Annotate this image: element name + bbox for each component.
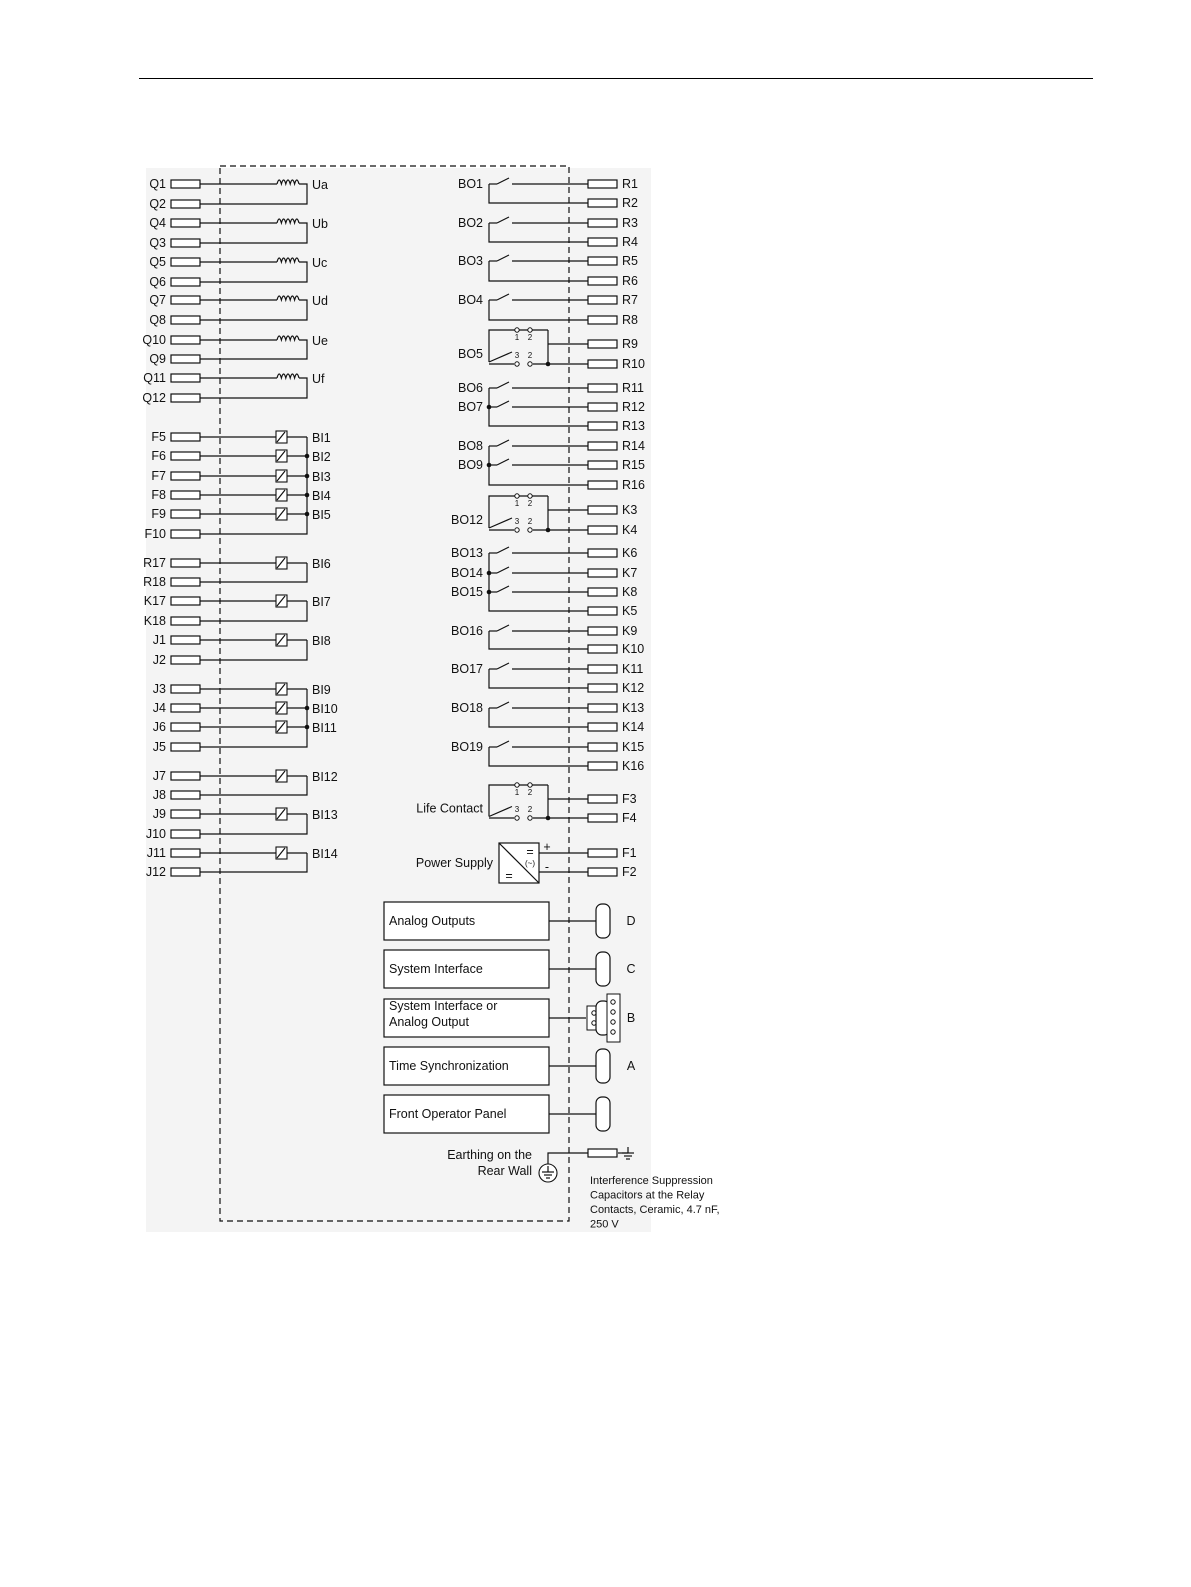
binary-output-label: BO1 (457, 177, 483, 191)
terminal-label: R2 (622, 196, 638, 210)
input-terminal (171, 772, 200, 780)
binary-output-label: BO15 (451, 585, 483, 599)
terminal-label: Q2 (149, 197, 166, 211)
interface-port (596, 1097, 610, 1131)
binary-output-label: BO17 (451, 662, 483, 676)
pin-circle (515, 783, 519, 787)
binary-output-label: BO14 (451, 566, 483, 580)
dc-symbol: = (505, 869, 513, 883)
binary-output-label: BO7 (457, 400, 483, 414)
binary-output-label: BO13 (451, 546, 483, 560)
terminal-label: J9 (152, 807, 166, 821)
terminal-label: Q12 (142, 391, 166, 405)
terminal-label: Q3 (149, 236, 166, 250)
input-terminal (171, 578, 200, 586)
binary-output-label: BO12 (451, 513, 483, 527)
pin-number: 2 (527, 333, 533, 342)
interface-label: Front Operator Panel (389, 1107, 507, 1121)
terminal-label: Q6 (149, 275, 166, 289)
binary-output-label: BO4 (457, 293, 483, 307)
terminal-label: J4 (152, 701, 166, 715)
pin-number: 2 (527, 805, 533, 814)
binary-output-label: BO5 (457, 347, 483, 361)
voltage-terminal (171, 355, 200, 363)
terminal-label: K15 (622, 740, 645, 754)
terminal-label: Q1 (149, 177, 166, 191)
suppression-note: 250 V (590, 1218, 619, 1231)
terminal-label: J8 (152, 788, 166, 802)
transformer-label: Ud (312, 294, 328, 308)
pin-circle (515, 328, 519, 332)
terminal-label: J12 (145, 865, 166, 879)
voltage-terminal (171, 180, 200, 188)
terminal-label: K18 (143, 614, 166, 628)
terminal-label: K9 (622, 624, 638, 638)
input-terminal (171, 810, 200, 818)
pin-number: 2 (527, 499, 533, 508)
interface-port (596, 952, 610, 986)
output-terminal (588, 743, 617, 751)
input-terminal (171, 830, 200, 838)
input-terminal (171, 685, 200, 693)
terminal-label: K8 (622, 585, 638, 599)
pin-circle (515, 816, 519, 820)
power-terminal (588, 868, 617, 876)
output-terminal (588, 422, 617, 430)
input-terminal (171, 743, 200, 751)
binary-input-label: BI6 (312, 557, 331, 571)
output-terminal (588, 180, 617, 188)
pin-number: 1 (514, 499, 520, 508)
terminal-label: F3 (622, 792, 637, 806)
junction-dot (546, 528, 551, 533)
earthing-label: Earthing on the (447, 1148, 532, 1162)
terminal-label: J5 (152, 740, 166, 754)
binary-input-label: BI13 (312, 808, 338, 822)
interface-label: System Interface or (389, 999, 498, 1013)
terminal-label: K17 (143, 594, 166, 608)
terminal-label: R18 (143, 575, 166, 589)
interface-port (596, 904, 610, 938)
terminal-label: K5 (622, 604, 638, 618)
pin-number: 3 (514, 351, 520, 360)
pin-number: 1 (514, 788, 520, 797)
pin-number: 3 (514, 517, 520, 526)
terminal-label: R6 (622, 274, 638, 288)
terminal-label: R3 (622, 216, 638, 230)
terminal-label: Q5 (149, 255, 166, 269)
dc-symbol: = (526, 845, 534, 859)
suppression-note: Capacitors at the Relay (590, 1189, 705, 1202)
output-terminal (588, 627, 617, 635)
transformer-label: Uf (312, 372, 325, 386)
pin-circle (515, 362, 519, 366)
interface-label: Time Synchronization (389, 1059, 509, 1073)
transformer-label: Ue (312, 334, 328, 348)
terminal-label: R8 (622, 313, 638, 327)
terminal-label: F5 (151, 430, 166, 444)
interface-port (596, 1049, 610, 1083)
transformer-label: Ub (312, 217, 328, 231)
power-supply-label: Power Supply (415, 856, 493, 870)
terminal-label: F10 (144, 527, 166, 541)
terminal-label: K3 (622, 503, 638, 517)
input-terminal (171, 791, 200, 799)
terminal-label: R5 (622, 254, 638, 268)
input-terminal (171, 530, 200, 538)
interface-label: Analog Output (389, 1015, 469, 1029)
binary-output-label: BO3 (457, 254, 483, 268)
terminal-label: K16 (622, 759, 645, 773)
input-terminal (171, 849, 200, 857)
output-terminal (588, 481, 617, 489)
terminal-label: F2 (622, 865, 637, 879)
ac-symbol: (~) (525, 859, 535, 868)
output-terminal (588, 403, 617, 411)
terminal-label: R12 (622, 400, 645, 414)
terminal-label: F1 (622, 846, 637, 860)
suppression-note: Contacts, Ceramic, 4.7 nF, (590, 1204, 720, 1216)
output-terminal (588, 549, 617, 557)
terminal-label: J7 (152, 769, 166, 783)
terminal-label: K4 (622, 523, 638, 537)
terminal-label: K14 (622, 720, 645, 734)
output-terminal (588, 588, 617, 596)
output-terminal (588, 360, 617, 368)
pin-circle (528, 362, 532, 366)
transformer-label: Ua (312, 178, 328, 192)
output-terminal (588, 762, 617, 770)
terminal-label: R13 (622, 419, 645, 433)
output-terminal (588, 296, 617, 304)
pin-number: 3 (514, 805, 520, 814)
terminal-label: K6 (622, 546, 638, 560)
pin-circle (515, 494, 519, 498)
binary-input-label: BI10 (312, 702, 338, 716)
binary-output-label: BO16 (451, 624, 483, 638)
input-terminal (171, 472, 200, 480)
pin-circle (528, 783, 532, 787)
input-terminal (171, 510, 200, 518)
input-terminal (171, 617, 200, 625)
output-terminal (588, 340, 617, 348)
terminal-label: J3 (152, 682, 166, 696)
terminal-label: R11 (622, 381, 645, 395)
pin-number: 2 (527, 351, 533, 360)
binary-input-label: BI2 (312, 450, 331, 464)
terminal-label: F7 (151, 469, 166, 483)
binary-input-label: BI3 (312, 470, 331, 484)
terminal-label: R15 (622, 458, 645, 472)
terminal-label: K11 (622, 662, 644, 676)
input-terminal (171, 723, 200, 731)
voltage-terminal (171, 316, 200, 324)
output-terminal (588, 277, 617, 285)
pin-circle (611, 1030, 615, 1034)
terminal-label: F8 (151, 488, 166, 502)
terminal-label: K7 (622, 566, 638, 580)
terminal-label: F9 (151, 507, 166, 521)
earth-terminal (588, 1149, 617, 1157)
input-terminal (171, 704, 200, 712)
output-terminal (588, 795, 617, 803)
output-terminal (588, 506, 617, 514)
terminal-label: Q9 (149, 352, 166, 366)
binary-output-label: BO8 (457, 439, 483, 453)
pin-number: 2 (527, 788, 533, 797)
output-terminal (588, 814, 617, 822)
input-terminal (171, 452, 200, 460)
pin-number: 1 (514, 333, 520, 342)
output-terminal (588, 461, 617, 469)
port-letter: D (626, 914, 636, 928)
output-terminal (588, 607, 617, 615)
output-terminal (588, 316, 617, 324)
terminal-label: Q4 (149, 216, 166, 230)
terminal-label: J10 (145, 827, 166, 841)
output-terminal (588, 723, 617, 731)
terminal-label: R16 (622, 478, 645, 492)
input-terminal (171, 597, 200, 605)
pin-circle (528, 494, 532, 498)
input-terminal (171, 491, 200, 499)
output-terminal (588, 238, 617, 246)
binary-input-label: BI4 (312, 489, 331, 503)
voltage-terminal (171, 278, 200, 286)
voltage-terminal (171, 200, 200, 208)
terminal-label: J1 (152, 633, 166, 647)
input-terminal (171, 656, 200, 664)
binary-input-label: BI8 (312, 634, 331, 648)
voltage-terminal (171, 394, 200, 402)
earthing-label: Rear Wall (477, 1164, 532, 1178)
input-terminal (171, 433, 200, 441)
port-letter: C (626, 962, 636, 976)
junction-dot (546, 816, 551, 821)
binary-output-label: BO19 (451, 740, 483, 754)
pin-circle (611, 1020, 615, 1024)
binary-input-label: BI12 (312, 770, 338, 784)
port-letter: B (626, 1011, 636, 1025)
terminal-label: R10 (622, 357, 645, 371)
terminal-label: J11 (146, 846, 166, 860)
plus-sign: + (543, 840, 551, 854)
minus-sign: - (544, 860, 550, 874)
output-terminal (588, 684, 617, 692)
terminal-label: F6 (151, 449, 166, 463)
pin-number: 2 (527, 517, 533, 526)
terminal-label: J2 (152, 653, 166, 667)
terminal-label: Q11 (143, 371, 166, 385)
binary-input-label: BI1 (312, 431, 331, 445)
pin-circle (528, 328, 532, 332)
terminal-label: K10 (622, 642, 645, 656)
binary-input-label: BI7 (312, 595, 331, 609)
binary-input-label: BI5 (312, 508, 331, 522)
terminal-label: K13 (622, 701, 645, 715)
terminal-label: Q10 (142, 333, 166, 347)
terminal-label: Q7 (149, 293, 166, 307)
terminal-label: R4 (622, 235, 638, 249)
terminal-label: R17 (143, 556, 166, 570)
binary-output-label: BO18 (451, 701, 483, 715)
voltage-terminal (171, 296, 200, 304)
suppression-note: Interference Suppression (590, 1175, 713, 1187)
output-terminal (588, 704, 617, 712)
binary-output-label: BO2 (457, 216, 483, 230)
output-terminal (588, 442, 617, 450)
output-terminal (588, 384, 617, 392)
voltage-terminal (171, 374, 200, 382)
terminal-label: Q8 (149, 313, 166, 327)
binary-input-label: BI14 (312, 847, 338, 861)
output-terminal (588, 665, 617, 673)
input-terminal (171, 559, 200, 567)
voltage-terminal (171, 258, 200, 266)
pin-circle (528, 528, 532, 532)
input-terminal (171, 636, 200, 644)
pin-circle (611, 1010, 615, 1014)
port-letter: A (626, 1059, 636, 1073)
voltage-terminal (171, 219, 200, 227)
output-terminal (588, 645, 617, 653)
terminal-label: K12 (622, 681, 645, 695)
junction-dot (546, 362, 551, 367)
terminal-label: R14 (622, 439, 645, 453)
output-terminal (588, 257, 617, 265)
life-contact-label: Life Contact (416, 801, 483, 816)
output-terminal (588, 569, 617, 577)
terminal-label: R9 (622, 337, 638, 351)
binary-input-label: BI9 (312, 683, 331, 697)
pin-circle (515, 528, 519, 532)
terminal-label: J6 (152, 720, 166, 734)
binary-output-label: BO9 (457, 458, 483, 472)
voltage-terminal (171, 239, 200, 247)
output-terminal (588, 219, 617, 227)
terminal-label: R1 (622, 177, 638, 191)
input-terminal (171, 868, 200, 876)
binary-output-label: BO6 (457, 381, 483, 395)
interface-label: System Interface (389, 962, 483, 976)
terminal-label: F4 (622, 811, 637, 825)
binary-input-label: BI11 (312, 721, 337, 735)
voltage-terminal (171, 336, 200, 344)
output-terminal (588, 526, 617, 534)
terminal-label: R7 (622, 293, 638, 307)
interface-label: Analog Outputs (389, 914, 476, 928)
output-terminal (588, 199, 617, 207)
power-terminal (588, 849, 617, 857)
pin-circle (528, 816, 532, 820)
transformer-label: Uc (312, 256, 328, 270)
pin-circle (611, 1000, 615, 1004)
